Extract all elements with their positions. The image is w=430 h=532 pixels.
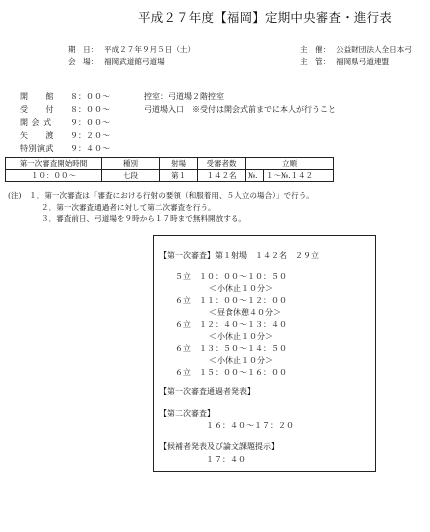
note-item	[8, 202, 314, 214]
schedule	[20, 90, 336, 155]
schedule-row	[20, 116, 336, 129]
schedule-label: 開 館	[20, 92, 54, 101]
second-exam-time: １６：４０～１７：２０	[206, 421, 294, 430]
table-cell: １０：００～	[6, 170, 102, 182]
meta-host-value: 福岡県弓道連盟	[336, 57, 390, 66]
table-cell: 七段	[102, 170, 160, 182]
schedule-note: 弓道場入口 ※受付は開会式前までに本人が行うこと	[144, 105, 336, 114]
slot-time: １３：５０～１４：５０	[199, 344, 287, 353]
table-cell: №.	[246, 170, 264, 182]
exam-table	[5, 157, 334, 182]
note-text: 第一次審査は「審査における行射の要領（和服着用、５人立の場合）」で行う。	[44, 191, 314, 200]
schedule-row	[20, 103, 336, 116]
meta-date-label: 期 日：	[68, 45, 99, 54]
slot-tachi: ５立	[175, 272, 191, 281]
table-header-cell: 受審者数	[198, 158, 246, 170]
table-cell: １４２名	[198, 170, 246, 182]
slot-tachi: ６立	[175, 344, 191, 353]
meta-organizer-value: 公益財団法人全日本弓	[336, 45, 412, 54]
slot-break: ＜小休止１０分＞	[209, 284, 273, 293]
meta-venue-label: 会 場：	[68, 57, 99, 66]
slot-break: ＜小休止１０分＞	[209, 332, 273, 341]
schedule-label: 受 付	[20, 105, 54, 114]
pass-announce-header: 【第一次審査通過者発表】	[159, 387, 255, 396]
table-row	[6, 170, 334, 182]
table-cell: １～№.１４２	[264, 170, 334, 182]
schedule-time: ８：００～	[70, 92, 110, 101]
slot-row	[175, 319, 287, 330]
table-header-cell: 第一次審査開始時間	[6, 158, 102, 170]
note-item	[8, 213, 314, 225]
slot-time: １５：００～１６：００	[199, 368, 287, 377]
page-title: 平成２７年度【福岡】定期中央審査・進行表	[138, 10, 393, 25]
slot-tachi: ６立	[175, 368, 191, 377]
slot-row	[175, 343, 287, 354]
schedule-time: ９：００～	[70, 118, 110, 127]
note-prefix: ２．	[41, 202, 57, 212]
table-header-cell: 立順	[246, 158, 334, 170]
note-item	[8, 190, 314, 202]
schedule-row	[20, 129, 336, 142]
schedule-label: 矢 渡	[20, 131, 54, 140]
schedule-time: ９：２０～	[70, 131, 110, 140]
slot-break: ＜昼食休憩４０分＞	[209, 308, 281, 317]
meta-right	[300, 44, 412, 68]
slot-time: １１：００～１２：００	[199, 296, 287, 305]
schedule-label: 開 会 式	[20, 118, 52, 127]
table-header-row	[6, 158, 334, 170]
schedule-time: ８：００～	[70, 105, 110, 114]
meta-organizer-label: 主 催：	[300, 45, 331, 54]
notes	[8, 190, 314, 225]
meta-date-value: 平成２７年９月５日（土）	[104, 45, 196, 54]
note-text: 第一次審査通過者に対して第二次審査を行う。	[56, 202, 216, 212]
slot-break: ＜小休止１０分＞	[209, 356, 273, 365]
meta-organizer	[300, 44, 412, 56]
first-exam-header: 【第一次審査】第１射場 １４２名 ２９立	[159, 251, 319, 260]
slot-tachi: ６立	[175, 296, 191, 305]
schedule-note: 控室：弓道場２階控室	[144, 92, 224, 101]
note-prefix: ３．	[41, 214, 57, 223]
second-exam-header: 【第二次審査】	[159, 409, 215, 418]
meta-left	[68, 44, 195, 68]
schedule-time: ９：４０～	[70, 144, 110, 153]
meta-venue-value: 福岡武道館弓道場	[104, 57, 165, 66]
slot-time: １２：４０～１３：４０	[199, 320, 287, 329]
schedule-label: 特別演武	[20, 144, 54, 153]
meta-host	[300, 56, 412, 68]
note-prefix: (注) １．	[8, 191, 45, 200]
note-text: 審査前日、弓道場を９時から１７時まで無料開放する。	[56, 214, 247, 223]
slot-row	[175, 367, 287, 378]
meta-venue	[68, 56, 195, 68]
meta-date	[68, 44, 195, 56]
slot-tachi: ６立	[175, 320, 191, 329]
slot-row	[175, 295, 287, 306]
slot-time: １０：００～１０：５０	[199, 272, 287, 281]
exam-schedule-box	[153, 235, 376, 472]
table-cell: 第１	[160, 170, 198, 182]
schedule-row	[20, 142, 336, 155]
table-header-cell: 射場	[160, 158, 198, 170]
final-time: １７：４０	[206, 455, 246, 464]
slot-row	[175, 271, 287, 282]
meta-host-label: 主 管：	[300, 57, 331, 66]
schedule-row	[20, 90, 336, 103]
final-header: 【候補者発表及び論文課題提示】	[159, 442, 279, 451]
table-header-cell: 種別	[102, 158, 160, 170]
